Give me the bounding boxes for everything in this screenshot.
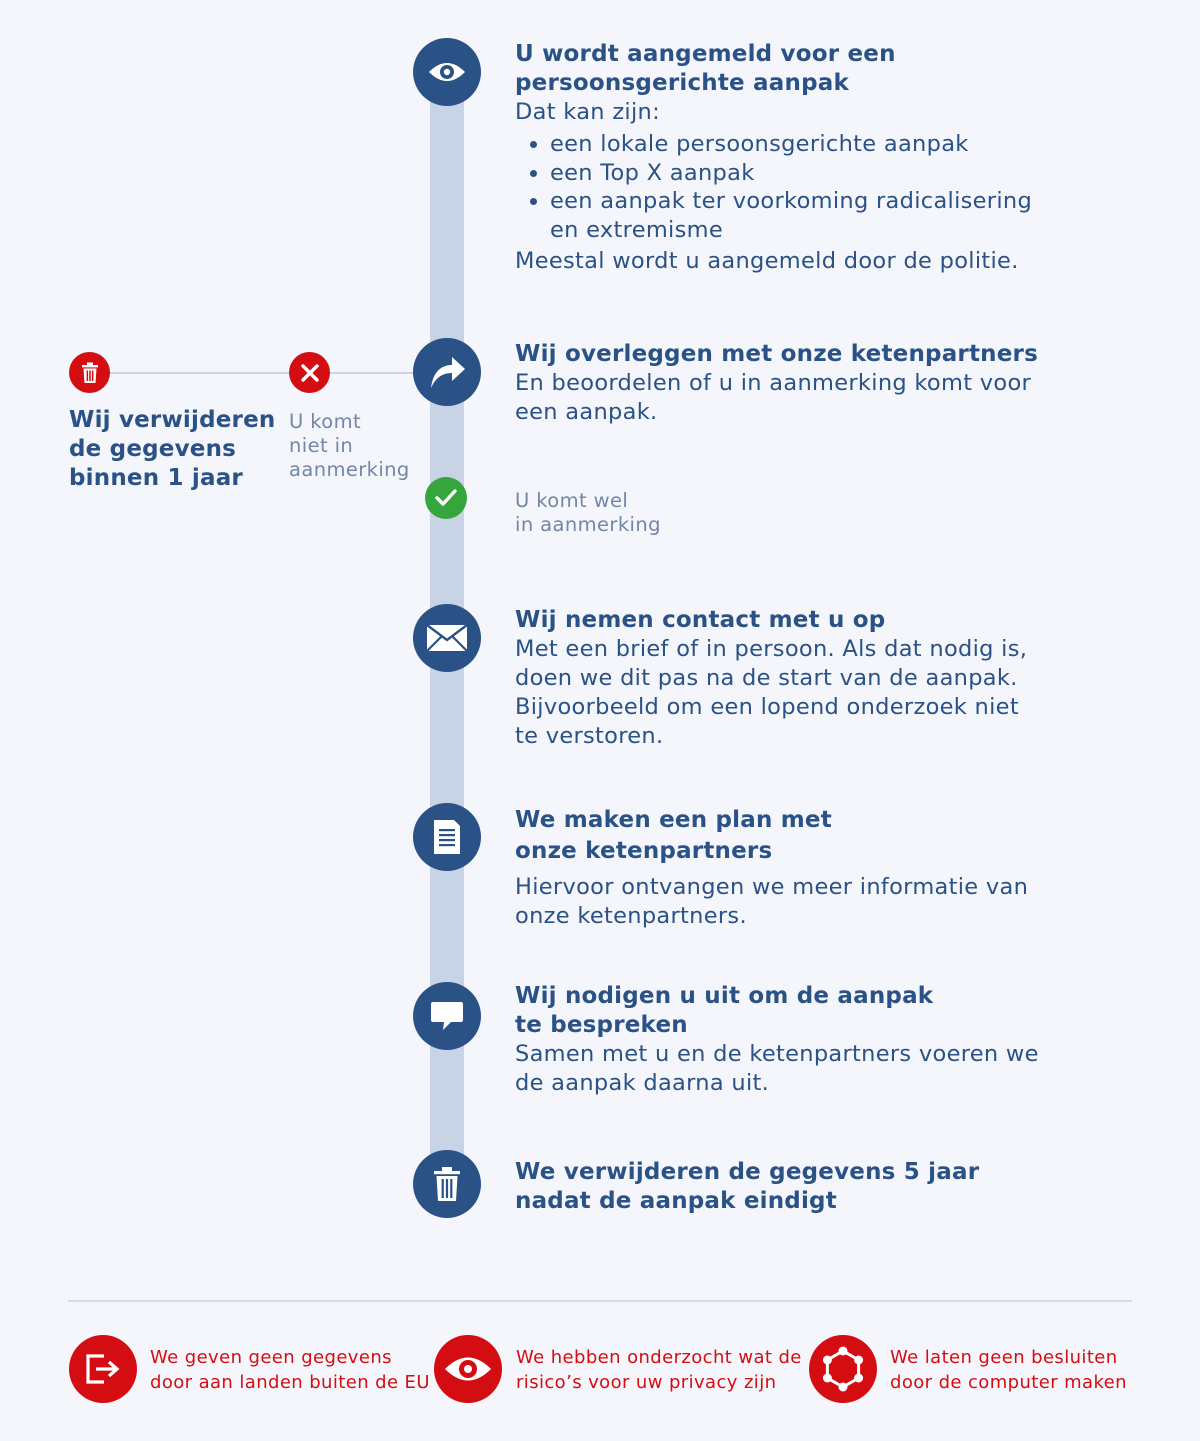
footer-icon-network	[809, 1335, 877, 1403]
delete-1-year-icon	[69, 352, 110, 393]
network-icon	[819, 1345, 867, 1393]
rejected-icon	[289, 352, 330, 393]
branch-no-label: U komt niet in aanmerking	[289, 410, 410, 481]
footer-icon-eye	[434, 1335, 502, 1403]
step-deletion	[515, 1158, 1075, 1216]
branch-yes-label: U komt wel in aanmerking	[515, 489, 661, 536]
share-arrow-icon	[427, 354, 467, 390]
connector-line	[110, 372, 290, 374]
step-contact	[515, 606, 1075, 751]
eye-icon	[427, 60, 467, 84]
step-consultation	[515, 340, 1075, 427]
list-item: • een aanpak ter voorkoming radicalisering en extremisme	[550, 187, 1040, 244]
step-body: En beoordelen of u in aanmerking komt voor een aanpak.	[515, 370, 1032, 425]
exit-arrow-icon	[84, 1352, 122, 1386]
step-body: Hiervoor ontvangen we meer informatie van onze ketenpartners.	[515, 874, 1029, 929]
step-body: Samen met u en de ketenpartners voeren we de aanpak daarna uit.	[515, 1041, 1039, 1096]
step-icon-share	[413, 338, 481, 406]
envelope-icon	[426, 624, 468, 652]
step-intro: Dat kan zijn:	[515, 99, 660, 125]
footer-text: We geven geen gegevens door aan landen buiten de EU	[150, 1347, 430, 1393]
step-icon-envelope	[413, 604, 481, 672]
step-registration	[515, 40, 1075, 276]
list-item: • een Top X aanpak	[550, 159, 1075, 188]
step-outro: Meestal wordt u aangemeld door de politie.	[515, 248, 1019, 274]
trash-icon	[433, 1166, 461, 1202]
step-title: U wordt aangemeld voor een persoonsgerichte aanpak	[515, 41, 896, 96]
step-invitation	[515, 982, 1075, 1098]
step-icon-trash	[413, 1150, 481, 1218]
step-title: Wij overleggen met onze ketenpartners	[515, 341, 1038, 367]
footer-text: We hebben onderzocht wat de risico’s voor uw privacy zijn	[516, 1347, 802, 1393]
step-title: Wij nemen contact met u op	[515, 607, 886, 633]
footer-text: We laten geen besluiten door de computer maken	[890, 1347, 1127, 1393]
document-icon	[433, 819, 461, 855]
footer-icon-exit	[69, 1335, 137, 1403]
step-icon-document	[413, 803, 481, 871]
cross-icon	[300, 363, 320, 383]
step-plan	[515, 805, 1075, 931]
step-icon-eye	[413, 38, 481, 106]
step-body: Met een brief of in persoon. Als dat nodig is, doen we dit pas na de start van de aanpak. Bijvoorbeeld om een lopend onderzoek niet te verstoren.	[515, 636, 1028, 749]
branch-no-outcome: Wij verwijderen de gegevens binnen 1 jaar	[69, 407, 276, 491]
approved-icon	[425, 477, 467, 519]
step-icon-chat	[413, 982, 481, 1050]
check-icon	[435, 489, 457, 507]
step-title: Wij nodigen u uit om de aanpak te bespreken	[515, 983, 934, 1038]
bullet-list	[515, 130, 1075, 244]
chat-bubble-icon	[429, 1000, 465, 1032]
trash-icon	[81, 362, 99, 384]
footer-divider	[68, 1300, 1132, 1302]
step-title: We verwijderen de gegevens 5 jaar nadat de aanpak eindigt	[515, 1159, 980, 1214]
eye-icon	[443, 1354, 493, 1384]
step-title: We maken een plan met onze ketenpartners	[515, 807, 832, 864]
connector-line	[328, 372, 416, 374]
list-item: • een lokale persoonsgerichte aanpak	[550, 130, 1075, 159]
